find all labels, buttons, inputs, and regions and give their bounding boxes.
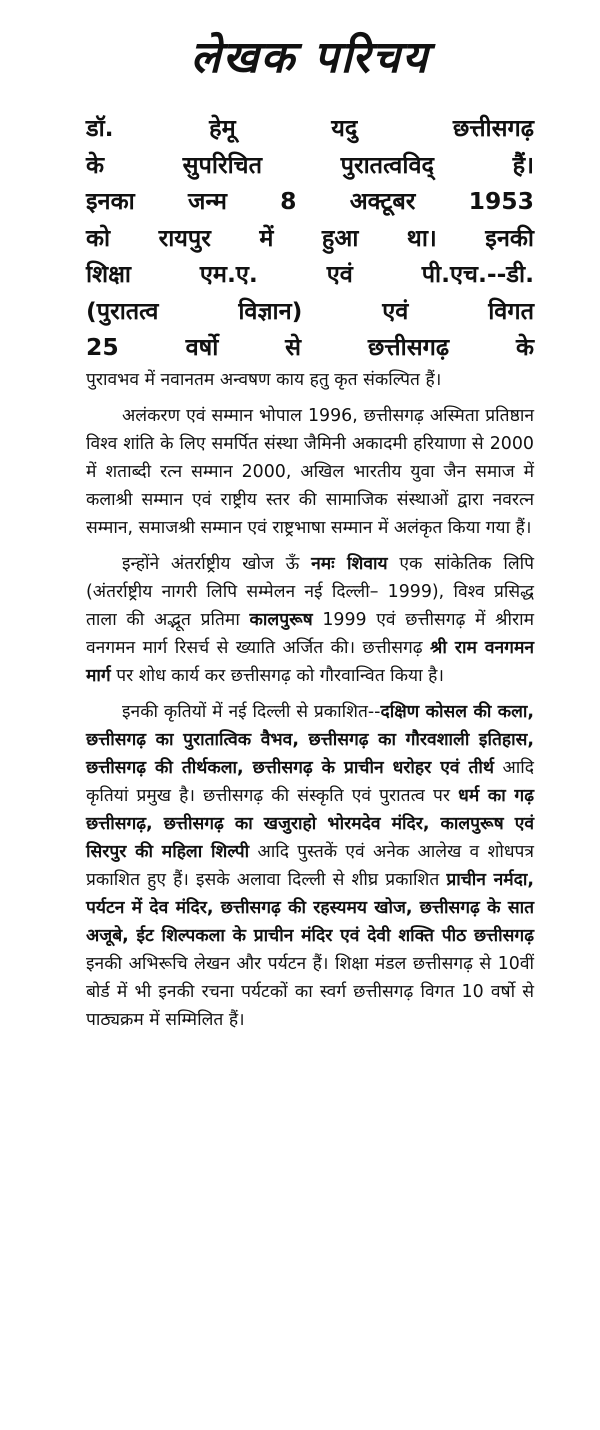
intro-tail-paragraph: पुरावभव में नवानतम अन्वषण काय हतु कृत संकल्पित हैं। <box>86 369 442 390</box>
research-text: इन्होंने अंतर्राष्ट्रीय खोज ऊँ <box>122 553 312 574</box>
intro-line: डॉ. हेमू यदु छत्तीसगढ़ <box>86 114 534 142</box>
intro-line: को रायपुर में हुआ था। इनकी <box>86 223 534 252</box>
works-text: आदि पुस्तकें एवं अनेक आलेख व शोधपत्र प्रकाशित हुए हैं। इसके अलावा दिल्ली से शीघ्र प्रकाशित <box>86 841 534 890</box>
research-bold: श्री राम वनगमन मार्ग <box>86 637 535 686</box>
research-text: एक सांकेतिक लिपि (अंतर्राष्ट्रीय नागरी लिपि सम्मेलन नई दिल्ली– 1999), विश्व प्रसिद्ध ताला की अद्भूत प्रतिमा <box>86 553 534 630</box>
research-text: पर शोध कार्य कर छत्तीसगढ़ को गौरवान्वित किया है। <box>110 665 444 686</box>
intro-bold-block <box>86 110 534 366</box>
intro-line: के सुपरिचित पुरातत्वविद् हैं। <box>86 150 534 179</box>
research-bold: नमः शिवाय <box>311 553 388 574</box>
research-paragraph <box>86 550 534 690</box>
works-bold: धर्म का गढ़ छत्तीसगढ़, छत्तीसगढ़ का खजुराहो भोरमदेव मंदिर, कालपुरूष एवं सिरपुर की महिला शिल्पी <box>86 785 534 862</box>
works-text: इनकी कृतियों में नई दिल्ली से प्रकाशित-- <box>122 701 381 722</box>
works-bold: दक्षिण कोसल की कला, छत्तीसगढ़ का पुरातात्विक वैभव, छत्तीसगढ़ का गौरवशाली इतिहास, छत्तीसगढ़ की तीर्थकला, छत्तीसगढ़ के प्राचीन धरोहर एवं तीर्थ <box>86 701 534 778</box>
honors-paragraph: अलंकरण एवं सम्मान भोपाल 1996, छत्तीसगढ़ अस्मिता प्रतिष्ठान विश्व शांति के लिए समर्पित संस्था जैमिनी अकादमी हरियाणा से 2000 में शताब्दी रत्न सम्मान 2000, अखिल भारतीय युवा जैन समाज में कलाश्री सम्मान एवं राष्ट्रीय स्तर की सामाजिक संस्थाओं द्वारा नवरत्न सम्मान, समाजश्री सम्मान एवं राष्ट्रभाषा सम्मान में अलंकृत किया गया हैं। <box>86 405 534 538</box>
page-title: लेखक परिचय <box>190 32 430 83</box>
research-text: 1999 एवं छत्तीसगढ़ में श्रीराम वनगमन मार्ग रिसर्च से ख्याति अर्जित की। छत्तीसगढ़ <box>86 609 535 658</box>
works-text: आदि कृतियां प्रमुख है। छत्तीसगढ़ की संस्कृति एवं पुरातत्व पर <box>86 757 534 806</box>
works-text: इनकी अभिरूचि लेखन और पर्यटन हैं। शिक्षा मंडल छत्तीसगढ़ से 10वीं बोर्ड में भी इनकी रचना पर्यटकों का स्वर्ग छत्तीसगढ़ विगत 10 वर्षो से पाठ्यक्रम में सम्मिलित हैं। <box>86 953 534 1030</box>
works-paragraph <box>86 698 534 1034</box>
intro-line: शिक्षा एम.ए. एवं पी.एच.--डी. <box>86 260 534 288</box>
intro-line: 25 वर्षो से छत्तीसगढ़ के <box>86 333 534 361</box>
intro-line: इनका जन्म 8 अक्टूबर 1953 <box>86 187 534 215</box>
intro-line: (पुरातत्व विज्ञान) एवं विगत <box>86 296 534 325</box>
research-bold: कालपुरूष <box>249 609 313 630</box>
works-bold: प्राचीन नर्मदा, पर्यटन में देव मंदिर, छत्तीसगढ़ की रहस्यमय खोज, छत्तीसगढ़ के सात अजूबे, ईट शिल्पकला के प्राचीन मंदिर एवं देवी शक्ति पीठ छत्तीसगढ़ <box>86 869 534 946</box>
